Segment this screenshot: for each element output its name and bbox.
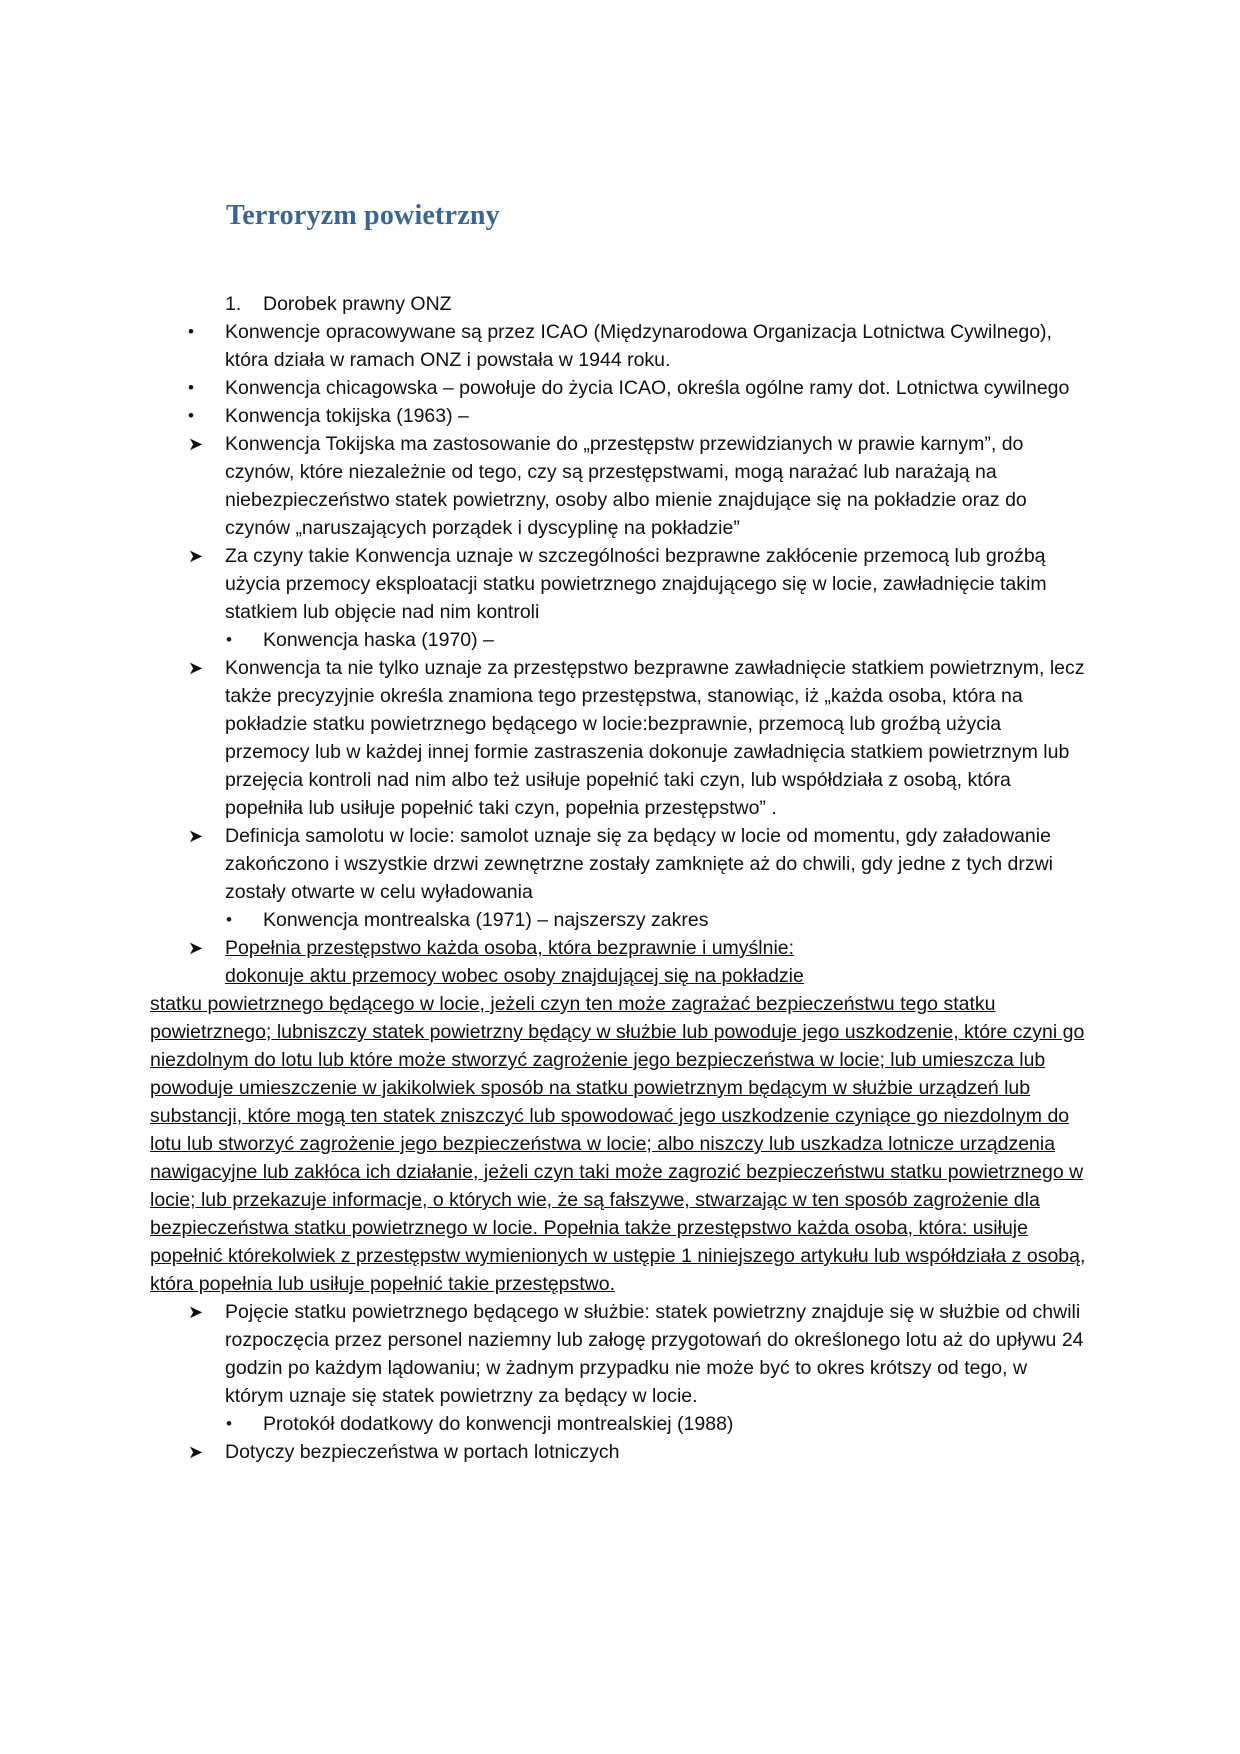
list-item-text: Konwencja chicagowska – powołuje do życia ICAO, określa ogólne ramy dot. Lotnictwa cywilnego: [225, 377, 1070, 399]
arrow-bullet-icon: ➤: [188, 546, 204, 566]
list-item-text: Konwencja ta nie tylko uznaje za przestępstwo bezprawne zawładnięcie statkiem powietrznym, lecz także precyzyjnie określa znamiona tego przestępstwa, stanowiąc, iż „każda osoba, która na pokładzie statku powietrznego będącego w locie:bezprawnie, przemocą lub groźbą użycia przemocy lub w każdej innej formie zastraszenia dokonuje zawładnięcia statkiem powietrznym lub przejęcia kontroli nad nim albo też usiłuje popełnić taki czyn, lub współdziała z osobą, która popełniła lub usiłuje popełnić taki czyn, popełnia przestępstwo” .: [225, 657, 1085, 819]
list-item: [150, 934, 1090, 990]
list-item: [150, 374, 1090, 402]
arrow-bullet-icon: ➤: [188, 434, 204, 454]
list-item: [150, 1438, 1090, 1466]
list-item-text: Konwencja tokijska (1963) –: [225, 405, 469, 427]
list-item: [150, 822, 1090, 906]
section-heading: [150, 290, 1090, 318]
list-item-text-line1: Popełnia przestępstwo każda osoba, która bezprawnie i umyślnie:: [225, 937, 795, 959]
section-heading-text: Dorobek prawny ONZ: [263, 293, 452, 315]
list-item-text: Konwencja Tokijska ma zastosowanie do „przestępstw przewidzianych w prawie karnym”, do czynów, które niezależnie od tego, czy są przestępstwami, mogą narażać lub narażają na niebezpieczeństwo statek powietrzny, osoby albo mienie znajdujące się na pokładzie oraz do czynów „naruszających porządek i dyscyplinę na pokładzie”: [225, 433, 1027, 539]
bullet-icon: •: [226, 630, 232, 649]
bullet-icon: •: [226, 1414, 232, 1433]
list-item-text: Konwencja haska (1970) –: [263, 629, 494, 651]
list-item-text: Definicja samolotu w locie: samolot uznaje się za będący w locie od momentu, gdy załadowanie zakończono i wszystkie drzwi zewnętrzne zostały zamknięte aż do chwili, gdy jedne z tych drzwi zostały otwarte w celu wyładowania: [225, 825, 1054, 903]
arrow-bullet-icon: ➤: [188, 938, 204, 958]
list-item: [150, 430, 1090, 542]
list-item: [150, 542, 1090, 626]
page-title: Terroryzm powietrzny: [226, 200, 500, 231]
list-item: [150, 906, 1090, 934]
list-item: [150, 1410, 1090, 1438]
list-item: [150, 402, 1090, 430]
list-item: [150, 1298, 1090, 1410]
bullet-icon: •: [188, 406, 194, 425]
list-item: [150, 654, 1090, 822]
bullet-icon: •: [188, 378, 194, 397]
list-item-text: Konwencja montrealska (1971) – najszerszy zakres: [263, 909, 709, 931]
section-number: 1.: [225, 293, 242, 315]
list-item: [150, 626, 1090, 654]
list-item-text-line2: dokonuje aktu przemocy wobec osoby znajdującej się na pokładzie: [225, 965, 804, 987]
document-body: [150, 290, 1090, 1466]
arrow-bullet-icon: ➤: [188, 658, 204, 678]
list-item-text: Protokół dodatkowy do konwencji montrealskiej (1988): [263, 1413, 734, 1435]
list-item: [150, 318, 1090, 374]
underlined-paragraph: statku powietrznego będącego w locie, jeżeli czyn ten może zagrażać bezpieczeństwu tego statku powietrznego; lubniszczy statek powietrzny będący w służbie lub powoduje jego uszkodzenie, które czyni go niezdolnym do lotu lub które może stworzyć zagrożenie jego bezpieczeństwa w locie; lub umieszcza lub powoduje umieszczenie w jakikolwiek sposób na statku powietrznym będącym w służbie urządzeń lub substancji, które mogą ten statek zniszczyć lub spowodować jego uszkodzenie czyniące go niezdolnym do lotu lub stworzyć zagrożenie jego bezpieczeństwa w locie; albo niszczy lub uszkadza lotnicze urządzenia nawigacyjne lub zakłóca ich działanie, jeżeli czyn taki może zagrozić bezpieczeństwu statku powietrznego w locie; lub przekazuje informacje, o których wie, że są fałszywe, stwarzając w ten sposób zagrożenie dla bezpieczeństwa statku powietrznego w locie. Popełnia także przestępstwo każda osoba, która: usiłuje popełnić którekolwiek z przestępstw wymienionych w ustępie 1 niniejszego artykułu lub współdziała z osobą, która popełnia lub usiłuje popełnić takie przestępstwo.: [150, 993, 1086, 1295]
list-item-text: Konwencje opracowywane są przez ICAO (Międzynarodowa Organizacja Lotnictwa Cywilnego), która działa w ramach ONZ i powstała w 1944 roku.: [225, 321, 1052, 371]
arrow-bullet-icon: ➤: [188, 1442, 204, 1462]
bullet-icon: •: [188, 322, 194, 341]
list-item-text: Za czyny takie Konwencja uznaje w szczególności bezprawne zakłócenie przemocą lub groźbą użycia przemocy eksploatacji statku powietrznego znajdującego się w locie, zawładnięcie takim statkiem lub objęcie nad nim kontroli: [225, 545, 1047, 623]
arrow-bullet-icon: ➤: [188, 826, 204, 846]
arrow-bullet-icon: ➤: [188, 1302, 204, 1322]
list-item-text: Dotyczy bezpieczeństwa w portach lotniczych: [225, 1441, 620, 1463]
bullet-icon: •: [226, 910, 232, 929]
list-item-text: Pojęcie statku powietrznego będącego w służbie: statek powietrzny znajduje się w służbie od chwili rozpoczęcia przez personel naziemny lub załogę przygotowań do określonego lotu aż do upływu 24 godzin po każdym lądowaniu; w żadnym przypadku nie może być to okres krótszy od tego, w którym uznaje się statek powietrzny za będący w locie.: [225, 1301, 1084, 1407]
